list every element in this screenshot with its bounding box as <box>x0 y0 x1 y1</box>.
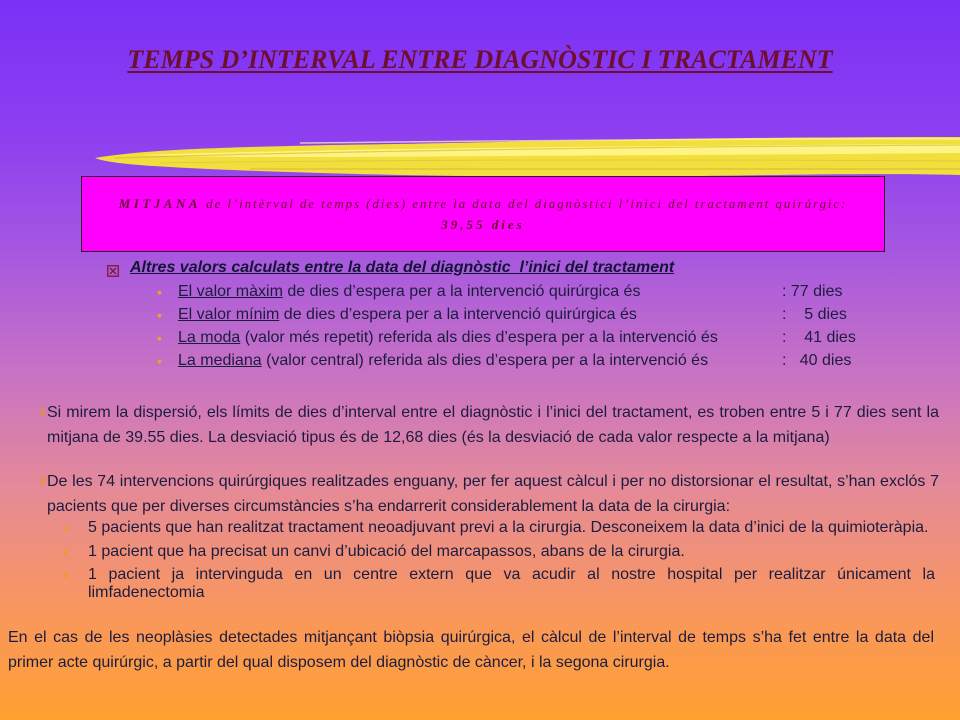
bullet-icon: • <box>157 307 162 323</box>
exclusions-paragraph: De les 74 intervencions quirúrgiques realitzades enguany, per fer aquest càlcul i per no distorsionar el resultat, s’han exclós 7 pacients que per diverses circumstàncies s’ha endarrerit considerablement la data de la cirurgia: <box>47 473 939 515</box>
mean-lead: MITJANA <box>118 196 202 211</box>
stat-term: El valor mínim <box>178 306 280 323</box>
stat-value: : 77 dies <box>782 283 843 300</box>
stat-text: (valor més repetit) referida als dies d’espera per a la intervenció és <box>240 329 718 346</box>
stat-label <box>178 351 708 371</box>
bullet-icon: • <box>63 567 68 583</box>
stat-row-mode <box>0 328 960 348</box>
bullet-icon: • <box>157 353 162 369</box>
stat-term: La mediana <box>178 352 262 369</box>
mean-highlight-box <box>81 176 885 252</box>
stat-label <box>178 282 640 302</box>
stat-term: El valor màxim <box>178 283 283 300</box>
stat-value: : 5 dies <box>782 306 847 323</box>
paragraph-bullet-icon: z <box>40 404 46 418</box>
stat-value: : 41 dies <box>782 329 856 346</box>
exclusion-text: 1 pacient que ha precisat un canvi d’ubicació del marcapassos, abans de la cirurgia. <box>88 543 685 560</box>
footnote-paragraph: En el cas de les neoplàsies detectades mitjançant biòpsia quirúrgica, el càlcul de l’interval de temps s’ha fet entre la data del primer acte quirúrgic, a partir del qual disposem del diagnòstic de càncer, i la segona cirurgia. <box>8 629 934 671</box>
bullet-icon: • <box>63 520 68 536</box>
brush-body <box>95 137 960 177</box>
bullet-icon: • <box>157 284 162 300</box>
stat-row-min <box>0 305 960 325</box>
exclusion-text-line: 1 pacient ja intervinguda en un centre extern que va acudir al nostre hospital per realitzar únicament la <box>88 566 935 583</box>
other-values-heading: Altres valors calculats entre la data del diagnòstic l’inici del tractament <box>130 259 675 276</box>
mean-description <box>82 193 884 214</box>
bullet-icon: • <box>63 544 68 560</box>
exclusion-text-continuation: limfadenectomia <box>88 584 205 601</box>
bullet-icon: • <box>157 330 162 346</box>
exclusion-item <box>0 566 960 602</box>
checkbox-x-icon <box>107 265 119 277</box>
exclusion-item <box>0 519 960 539</box>
stat-term: La moda <box>178 329 241 346</box>
paragraph-bullet-icon: z <box>40 473 46 487</box>
stat-value: : 40 dies <box>782 352 852 369</box>
stat-text: de dies d’espera per a la intervenció quirúrgica és <box>279 306 637 323</box>
stat-label <box>178 328 718 348</box>
mean-value: 39,55 dies <box>441 217 525 232</box>
stat-text: de dies d’espera per a la intervenció quirúrgica és <box>282 283 641 300</box>
slide-title: TEMPS D’INTERVAL ENTRE DIAGNÒSTIC I TRACTAMENT <box>127 45 833 74</box>
exclusion-item <box>0 543 960 563</box>
exclusion-text: 5 pacients que han realitzat tractament neoadjuvant previ a la cirurgia. Desconeixem la data d’inici de la quimioteràpia. <box>88 519 929 536</box>
stat-row-median <box>0 351 960 371</box>
stat-row-max <box>0 282 960 302</box>
stat-label <box>178 305 637 325</box>
mean-text: de l’intèrval de temps (dies) entre la data del diagnòstici l’inici del tractament quirúrgic: <box>201 196 848 211</box>
stat-text: (valor central) referida als dies d’espera per a la intervenció és <box>261 352 709 369</box>
dispersion-paragraph: Si mirem la dispersió, els límits de dies d’interval entre el diagnòstic i l’inici del tractament, es troben entre 5 i 77 dies sent la mitjana de 39.55 dies. La desviació tipus és de 12,68 dies (és la desviació de cada valor respecte a la mitjana) <box>47 404 939 446</box>
exclusion-text <box>88 566 935 602</box>
